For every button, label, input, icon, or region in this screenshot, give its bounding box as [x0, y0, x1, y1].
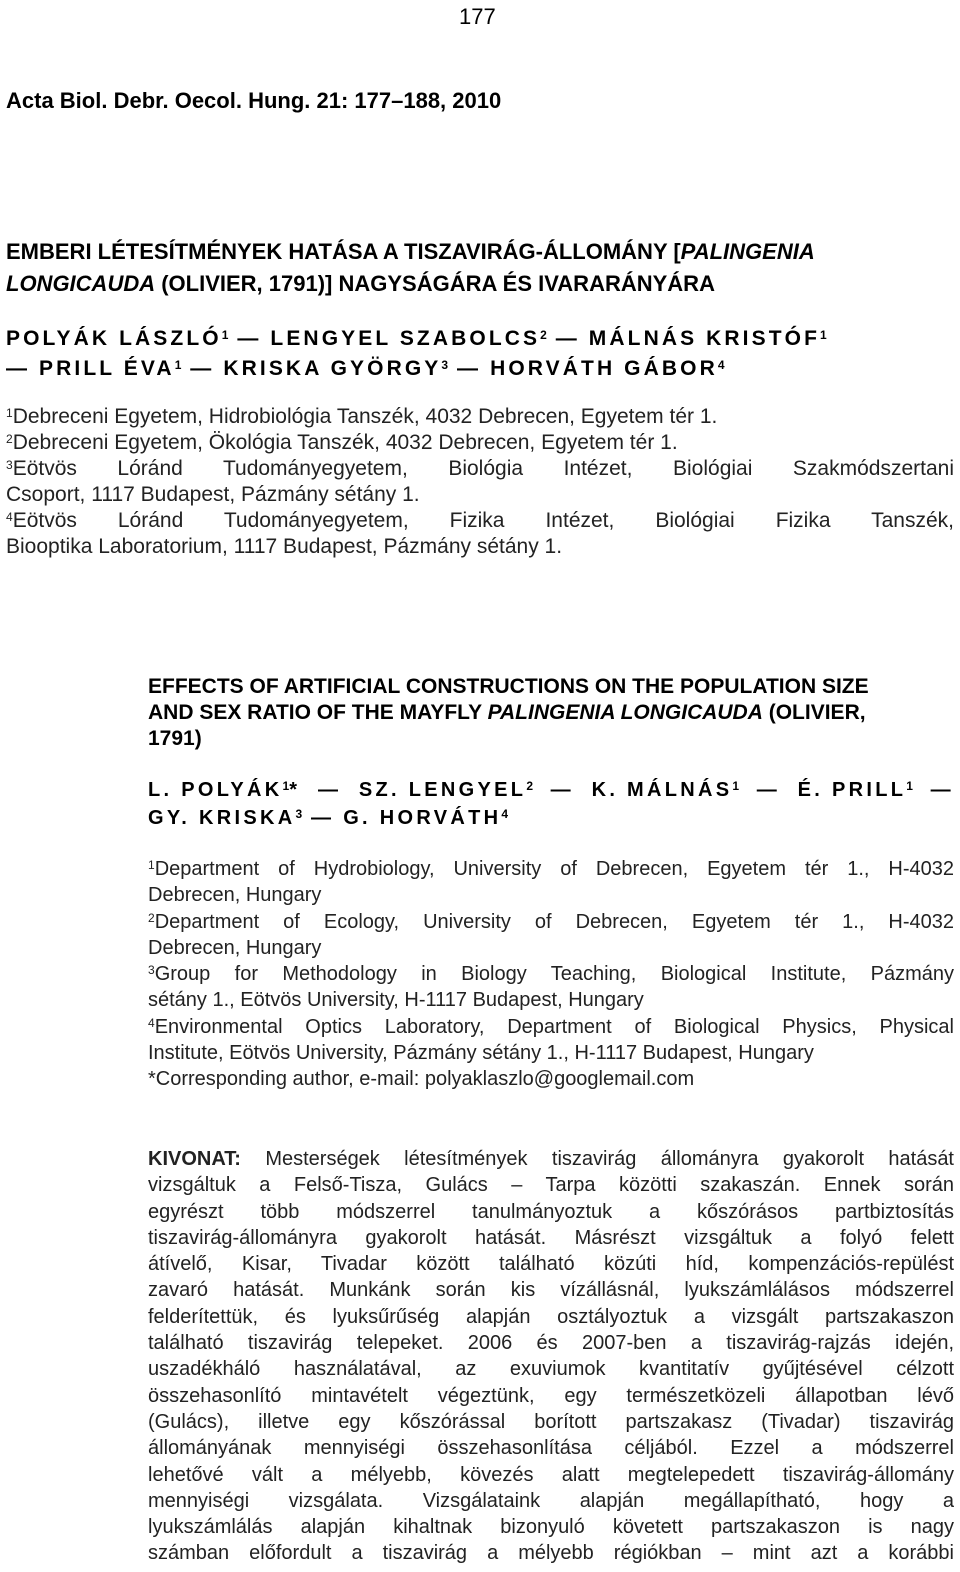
author-name: KRISKA GYÖRGY: [223, 357, 442, 380]
abstract-keyword: KIVONAT:: [148, 1148, 241, 1170]
english-title: EFFECTS OF ARTIFICIAL CONSTRUCTIONS ON THE POPULATION SIZE AND SEX RATIO OF THE MAYFLY PALINGENIA LONGICAUDA (OLIVIER, 1791): [148, 674, 954, 752]
abstract-line: felderítettük, és lyuksűrűség alapján osztályoztuk a vizsgált partszakaszon: [148, 1305, 954, 1328]
hungarian-title: [6, 236, 954, 300]
english-author-list: [148, 776, 954, 832]
author-name: G. HORVÁTH$^4$: [343, 807, 509, 829]
hungarian-affiliations: [6, 404, 954, 560]
abstract-line: állományának mennyiségi összehasonlítása céljából. Ezzel a módszerrel: [148, 1437, 954, 1460]
abstract-line: KIVONAT: Mesterségek létesítmények tiszavirág állományra gyakorolt hatását: [148, 1148, 954, 1170]
journal-reference: Acta Biol. Debr. Oecol. Hung. 21: 177–188, 2010: [6, 88, 502, 113]
hungarian-author-line1: POLYÁK LÁSZLÓ$^1$ — LENGYEL SZABOLCS$^2$ — MÁLNÁS KRISTÓF$^1$: [6, 327, 827, 350]
affiliation-item: $^1$Department of Hydrobiology, University of Debrecen, Egyetem tér 1., H-4032 Debrecen, Hungary: [148, 858, 954, 907]
author-name: POLYÁK LÁSZLÓ: [6, 327, 222, 350]
affiliation-item: $^4$Environmental Optics Laboratory, Department of Biological Physics, Physical Institute, Eötvös University, Pázmány sétány 1., H-1117 Budapest, Hungary: [148, 1015, 954, 1065]
english-title-line2: AND SEX RATIO OF THE MAYFLY PALINGENIA LONGICAUDA (OLIVIER,: [148, 701, 866, 724]
english-author-line1: L. POLYÁK$^1$* — SZ. LENGYEL$^2$ — K. MÁLNÁS$^1$ — É. PRILL$^1$ —: [148, 776, 954, 804]
abstract-line: átívelő, Kisar, Tivadar között található közúti híd, kompenzációs-repülést: [148, 1253, 954, 1276]
abstract-line: található tiszavirág telepeket. 2006 és 2007-ben a tiszavirág-rajzás idején,: [148, 1332, 954, 1355]
hungarian-author-line2: — PRILL ÉVA$^1$ — KRISKA GYÖRGY$^3$ — HORVÁTH GÁBOR$^4$: [6, 357, 725, 380]
affiliation-item: $^3$Eötvös Lóránd Tudományegyetem, Biológia Intézet, Biológiai Szakmódszertani Csoport, 1117 Budapest, Pázmány sétány 1.: [6, 457, 954, 506]
author-name: K. MÁLNÁS$^1$: [591, 779, 740, 801]
page-number: 177: [459, 4, 496, 29]
abstract-line: (Gulács), illetve egy kőszórással borított partszakasz (Tivadar) tiszavirág: [148, 1410, 954, 1433]
abstract-line: lyukszámlálás alapján kihaltnak bizonyuló követett partszakaszon is nagy: [148, 1516, 954, 1539]
author-name: É. PRILL$^1$: [797, 779, 913, 801]
abstract-line: összehasonlító mintavételt végeztünk, egy természetközeli állapotban lévő: [148, 1384, 954, 1407]
abstract-line: mennyiségi vizsgálata. Vizsgálataink alapján megállapítható, hogy a: [148, 1489, 954, 1512]
author-name: HORVÁTH GÁBOR: [490, 357, 718, 380]
affiliation-item: $^4$Eötvös Lóránd Tudományegyetem, Fizika Intézet, Biológiai Fizika Tanszék, Biooptika Laboratorium, 1117 Budapest, Pázmány sétány 1.: [6, 509, 954, 558]
abstract-line: vizsgáltuk a Felső-Tisza, Gulács – Tarpa közötti szakaszán. Ennek során: [148, 1174, 954, 1197]
affiliation-item: $^2$Department of Ecology, University of Debrecen, Egyetem tér 1., H-4032 Debrecen, Hungary: [148, 910, 954, 959]
abstract-line: lehetővé vált a mélyebb, kövezés alatt megtelepedett tiszavirág-állomány: [148, 1463, 954, 1486]
abstract-line: zavaró hatását. Munkánk során kis vízállásnál, lyukszámlálásos módszerrel: [148, 1279, 954, 1302]
abstract-line: egyrészt több módszerrel tanulmányoztuk a kőszórásos partbiztosítás: [148, 1200, 954, 1223]
affiliation-item: $^3$Group for Methodology in Biology Teaching, Biological Institute, Pázmány sétány 1., Eötvös University, H-1117 Budapest, Hungary: [148, 963, 954, 1012]
author-name: LENGYEL SZABOLCS: [270, 327, 541, 350]
hungarian-title-line1: EMBERI LÉTESÍTMÉNYEK HATÁSA A TISZAVIRÁG-ÁLLOMÁNY [PALINGENIA: [6, 239, 815, 264]
hungarian-title-line2: LONGICAUDA (OLIVIER, 1791)] NAGYSÁGÁRA ÉS IVARARÁNYÁRA: [6, 271, 715, 296]
english-affiliations: [148, 856, 954, 1093]
author-name: GY. KRISKA$^3$: [148, 807, 303, 829]
author-name: PRILL ÉVA: [39, 357, 175, 380]
abstract-line: uszadékháló használatával, az exuviumok kvantitatív gyűjtésével célzott: [148, 1358, 954, 1381]
abstract: [148, 1146, 954, 1567]
affiliation-item: $^1$Debreceni Egyetem, Hidrobiológia Tanszék, 4032 Debrecen, Egyetem tér 1.: [6, 405, 718, 428]
author-name: MÁLNÁS KRISTÓF: [588, 327, 821, 350]
english-author-line2: GY. KRISKA$^3$ — G. HORVÁTH$^4$: [148, 807, 509, 829]
hungarian-author-list: [6, 324, 956, 384]
author-name: SZ. LENGYEL$^2$: [358, 779, 534, 801]
abstract-line: tiszavirág-állományra gyakorolt hatását. Másrészt vizsgáltuk a folyó felett: [148, 1226, 954, 1249]
abstract-line: számban előfordult a tiszavirág a mélyebb régiókban – mint azt a korábbi: [148, 1542, 954, 1565]
affiliation-item: $^2$Debreceni Egyetem, Ökológia Tanszék, 4032 Debrecen, Egyetem tér 1.: [6, 431, 678, 454]
corresponding-author: *Corresponding author, e-mail: polyaklaszlo@googlemail.com: [148, 1068, 695, 1091]
author-name: L. POLYÁK$^1$*: [148, 779, 301, 801]
